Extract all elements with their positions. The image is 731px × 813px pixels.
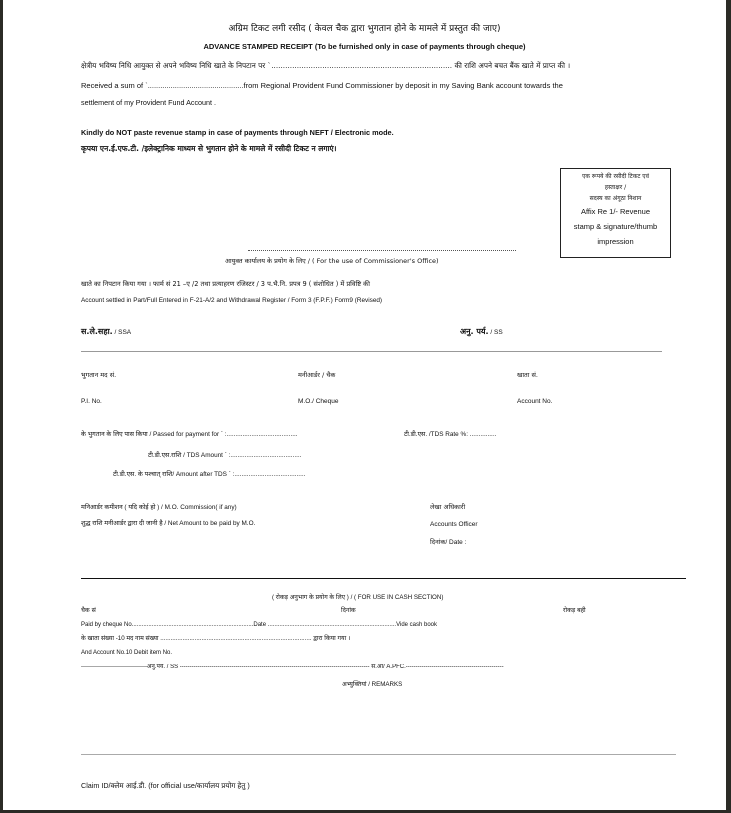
stamp-hint-hi-1: एक रूपये की रसीदी टिकट एवं xyxy=(582,173,649,180)
accounts-officer-hindi: लेखा अधिकारी xyxy=(430,503,466,511)
mo-cheque-label: M.O./ Cheque xyxy=(298,398,339,405)
commissioner-office-use: आयुक्त कार्यालय के प्रयोग के लिए / ( For the use of Commissioner's Office) xyxy=(225,257,439,265)
pi-no-label: P.I. No. xyxy=(81,398,102,405)
net-amount: शुद्ध राशि मनीआर्डर द्वारा दी जानी है / Net Amount to be paid by M.O. xyxy=(81,520,256,527)
stamp-hint-en-2: stamp & signature/thumb xyxy=(573,222,658,231)
cheque-no-hindi: चैक सं xyxy=(81,607,96,614)
remarks-divider xyxy=(81,754,676,755)
signatures-line: ---------------------------------अनु.पर्य. / SS ----------------------------------------------------------------------------------------------- स.आ/ A.PFC.------------------------------------------------- xyxy=(81,664,504,670)
account-no-hindi: खाता सं. xyxy=(517,371,538,379)
divider xyxy=(81,351,662,352)
tds-amount: टी.डी.एस.राशि / TDS Amount ` :........................................ xyxy=(148,452,302,459)
stamp-hint-hi-2: हस्ताक्षर / xyxy=(604,184,627,191)
accounts-officer: Accounts Officer xyxy=(430,521,478,528)
settled-hindi: खाते का निपटान किया गया । फार्म सं 21 –ए /2 तथा प्रत्याहरण रजिस्टर / 3 प.भै.नि. प्रपत्र 9 ( संशोधित ) में प्रविष्टि की xyxy=(81,280,370,288)
account-no-label: Account No. xyxy=(517,398,553,405)
title-hindi: अग्रिम टिकट लगी रसीद ( केवल चैक द्वारा भुगतान होने के मामले में प्रस्तुत की जाए) xyxy=(228,24,501,34)
remarks-heading: अभ्युक्तियां / REMARKS xyxy=(342,681,403,688)
stamp-hint-hi-3: सदस्य का अंगूठा निशान xyxy=(589,195,642,202)
mo-commission: मनिआर्डर कमीशन ( यदि कोई हो ) / M.O. Commission( if any) xyxy=(81,504,237,511)
settled-english: Account settled in Part/Full Entered in F-21-A/2 and Withdrawal Register / Form 3 (F.P.F.) Form9 (Revised) xyxy=(81,297,383,304)
receipt-text-english-2: settlement of my Provident Fund Account . xyxy=(81,98,217,107)
claim-id: Claim ID/क्लेम आई.डी. (for official use/कार्यालय प्रयोग हेतु ) xyxy=(81,781,250,790)
date-label: दिनांक/ Date : xyxy=(430,539,467,546)
cash-book-hindi: रोकड़ बही xyxy=(563,607,586,614)
revenue-stamp-box xyxy=(560,168,671,258)
notice-english: Kindly do NOT paste revenue stamp in case of payments through NEFT / Electronic mode. xyxy=(81,128,394,137)
paid-by-cheque: Paid by cheque No.........................................................................Date .............................................................................Vide cash book xyxy=(81,622,438,628)
title-english: ADVANCE STAMPED RECEIPT (To be furnished only in case of payments through cheque) xyxy=(203,42,526,51)
signature-dotted-line xyxy=(248,250,516,251)
receipt-text-hindi: क्षेत्रीय भविष्य निधि आयुक्त से अपने भविष्य निधि खाते के निपटान पर `.............................................................................. की राशि अपने बचत बैंक खाते में प्राप्त की । xyxy=(81,61,571,70)
pi-no-hindi: भुगतान मद सं. xyxy=(81,371,117,379)
passed-for-payment: के भुगतान के लिए पास किया / Passed for payment for ` :........................................ xyxy=(81,431,298,438)
ss-label: अनु. पर्य. / SS xyxy=(460,327,503,336)
account-10-hindi: के खाता संख्या -10 मद नाम संख्या ........................................................................................ द्वारा किया गया । xyxy=(81,635,351,642)
tds-rate: टी.डी.एस. /TDS Rate %: ............... xyxy=(404,431,497,438)
stamp-hint-en-3: impression xyxy=(597,237,634,246)
cash-section-heading: ( रोकड़ अनुभाग के प्रयोग के लिए ) / ( FOR USE IN CASH SECTION) xyxy=(272,594,444,601)
notice-hindi: कृपया एन.ई.एफ.टी. /इलेक्ट्रानिक माध्यम से भुगतान होने के मामले में रसीदी टिकट न लगाएं। xyxy=(81,144,337,153)
amount-after-tds: टी.डी.एस. के पश्चात् राशि/ Amount after TDS ` :........................................ xyxy=(113,471,306,478)
stamp-hint-en-1: Affix Re 1/- Revenue xyxy=(580,207,651,216)
date-hindi: दिनांक xyxy=(341,607,356,614)
receipt-text-english: Received a sum of `..............................................from Regional Provident Fund Commissioner by deposit in my Saving Bank account towards the xyxy=(81,81,563,90)
receipt-form-page xyxy=(3,0,726,810)
account-10-english: And Account No.10 Debit item No. xyxy=(81,650,173,656)
ssa-label: स.ले.सहा. / SSA xyxy=(81,327,132,336)
section-divider xyxy=(81,578,686,579)
mo-cheque-hindi: मनीआर्डर / चैक xyxy=(298,371,336,379)
